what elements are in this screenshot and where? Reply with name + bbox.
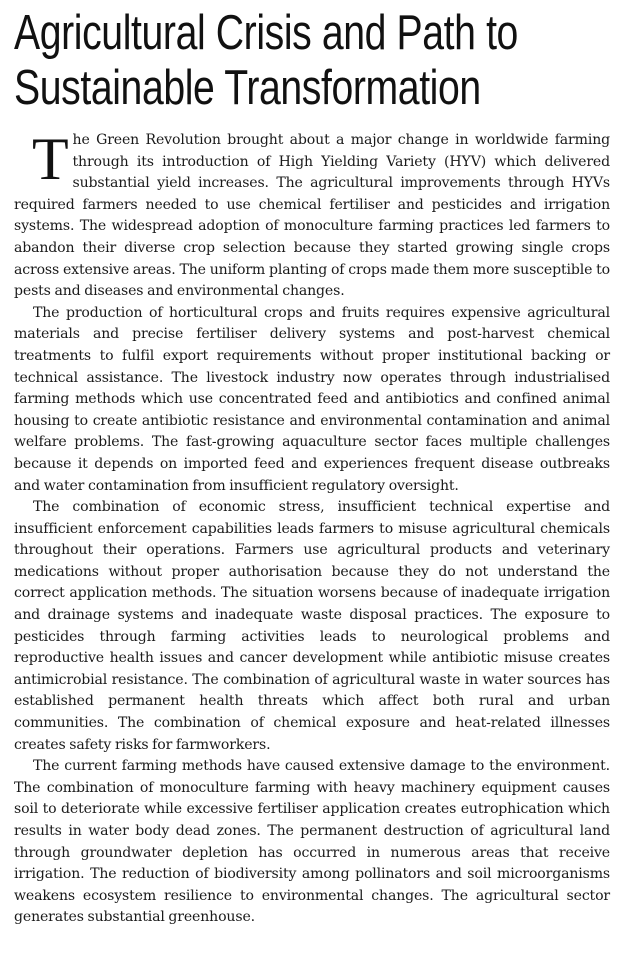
paragraph-4: The current farming methods have caused extensive damage to the environment. The combination of monoculture farming with heavy machinery equipment causes soil to deteriorate while excessive fertiliser application creates eutrophication which results in water body dead zones. The permanent destruction of agricultural land through groundwater depletion has occurred in numerous areas that receive irrigation. The reduction of biodiversity among pollinators and soil microorganisms weakens ecosystem resilience to environmental changes. The agricultural sector generates substantial greenhouse.: [14, 758, 610, 926]
drop-cap: T: [32, 126, 69, 192]
paragraph-2: The production of horticultural crops and fruits requires expensive agricultural materials and precise fertiliser delivery systems and post-harvest chemical treatments to fulfil export requirements without proper institutional backing or technical assistance. The livestock industry now operates through industrialised farming methods which use concentrated feed and antibiotics and confined animal housing to create antibiotic resistance and environmental contamination and animal welfare problems. The fast-growing aquaculture sector faces multiple challenges because it depends on imported feed and experiences frequent disease outbreaks and water contamination from insufficient regulatory oversight.: [14, 304, 610, 494]
paragraph-3: The combination of economic stress, insufficient technical expertise and insufficient enforcement capabilities leads farmers to misuse agricultural chemicals throughout their operations. Farmers use agricultural products and veterinary medications without proper authorisation because they do not understand the correct application methods. The situation worsens because of inadequate irrigation and drainage systems and inadequate waste disposal practices. The exposure to pesticides through farming activities leads to neurological problems and reproductive health issues and cancer development while antibiotic misuse creates antimicrobial resistance. The combination of agricultural waste in water sources has established permanent health threats which affect both rural and urban communities. The combination of chemical exposure and heat-related illnesses creates safety risks for farmworkers.: [14, 499, 610, 753]
paragraph-1-text: he Green Revolution brought about a major change in worldwide farming through its introduction of High Yielding Variety (HYV) which delivered substantial yield increases. The agricultural improvements through HYVs required farmers needed to use chemical fertiliser and pesticides and irrigation systems. The widespread adoption of monoculture farming practices led farmers to abandon their diverse crop selection because they started growing single crops across extensive areas. The uniform planting of crops made them more susceptible to pests and diseases and environmental changes.: [14, 132, 610, 300]
article-body: [14, 126, 610, 929]
paragraph-1: [14, 126, 610, 303]
article-title: Agricultural Crisis and Path to Sustainable Transformation: [14, 6, 518, 115]
article: [14, 6, 610, 929]
